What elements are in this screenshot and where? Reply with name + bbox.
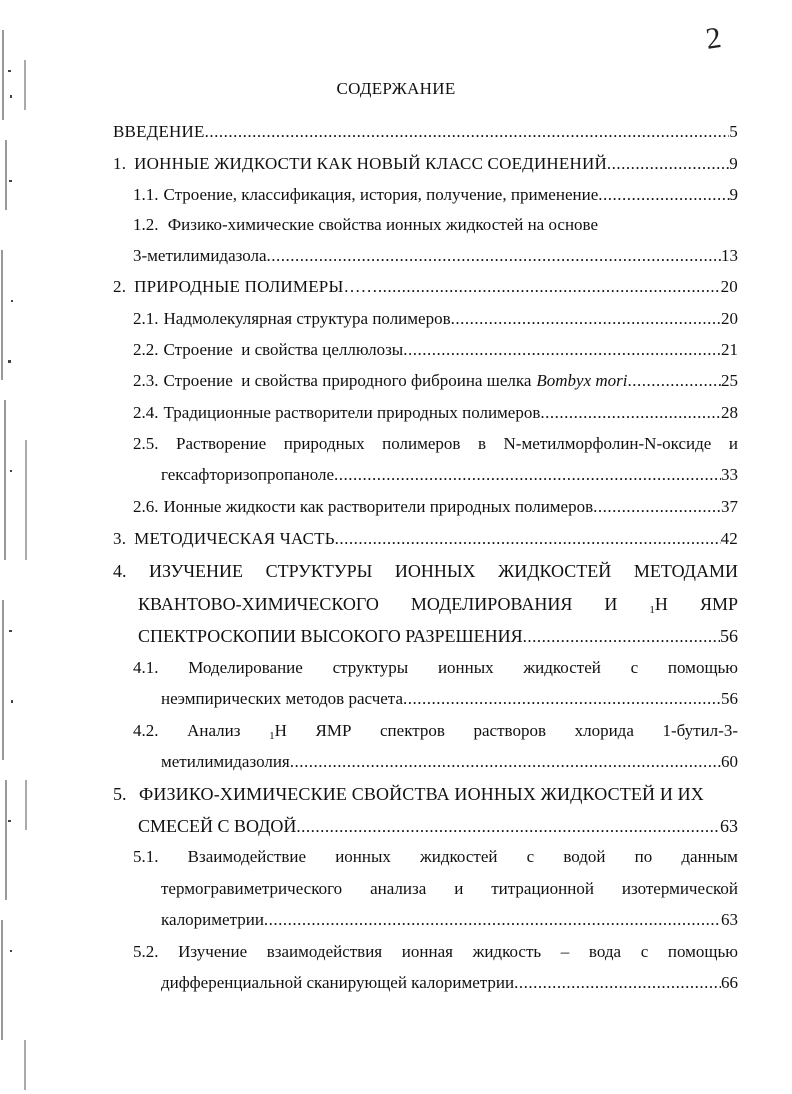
entry-page: 25	[721, 371, 738, 390]
entry-number: 2.4.	[133, 403, 159, 422]
entry-word: И	[604, 594, 618, 614]
entry-word: –	[560, 942, 570, 961]
toc-entry-4-line1[interactable]	[113, 561, 738, 581]
entry-word: вода	[588, 942, 622, 961]
entry-number: 2.6.	[133, 497, 159, 516]
entry-word: Анализ	[187, 721, 241, 740]
leader-dots	[335, 529, 721, 549]
entry-word: взаимодействия	[266, 942, 383, 961]
toc-entry-5-1-line2[interactable]	[161, 879, 738, 899]
entry-page: 21	[721, 340, 738, 359]
entry-word: жидкостей	[523, 658, 601, 677]
entry-number: 5.1.	[133, 847, 159, 866]
entry-word: МОДЕЛИРОВАНИЯ	[410, 594, 573, 614]
entry-word: с	[630, 658, 639, 677]
entry-number: 5.2.	[133, 942, 159, 961]
toc-entry-2[interactable]	[113, 277, 738, 297]
leader-dots	[593, 497, 721, 517]
entry-number: 2.2.	[133, 340, 159, 359]
entry-label-cont: гексафторизопропаноле	[161, 465, 335, 484]
entry-word: спектров	[380, 721, 445, 740]
entry-word: ЯМР	[699, 594, 738, 614]
entry-word: с	[526, 847, 535, 866]
nmr-h: Н	[274, 721, 287, 740]
entry-word: N-метилморфолин-N-оксиде	[503, 434, 712, 453]
toc-entry-5-line2[interactable]	[138, 816, 738, 837]
toc-entry-5-2-line1[interactable]	[133, 942, 738, 962]
leader-dots	[334, 465, 721, 485]
entry-label-cont: СПЕКТРОСКОПИИ ВЫСОКОГО РАЗРЕШЕНИЯ	[138, 626, 523, 646]
entry-label: Традиционные растворители природных полимеров	[163, 403, 541, 422]
entry-label: Ионные жидкости как растворители природных полимеров	[163, 497, 594, 516]
entry-label-cont: СМЕСЕЙ С ВОДОЙ	[138, 816, 297, 836]
entry-word: ионных	[335, 847, 391, 866]
leader-dots	[540, 403, 721, 423]
entry-word: СТРУКТУРЫ	[265, 561, 373, 581]
entry-word: ИОННЫХ	[394, 561, 476, 581]
nmr-h: Н	[654, 594, 668, 614]
entry-label-cont: дифференциальной сканирующей калориметрии	[161, 973, 515, 992]
entry-page: 63	[721, 910, 738, 929]
nmr-subscript: 1	[649, 604, 655, 616]
toc-entry-2-5-line1[interactable]	[133, 434, 738, 454]
entry-word: и	[728, 434, 738, 453]
entry-word: помощью	[667, 942, 738, 961]
toc-entry-2-3[interactable]	[133, 371, 738, 391]
entry-label: Строение и свойства целлюлозы	[163, 340, 404, 359]
entry-page: 28	[721, 403, 738, 422]
entry-page: 56	[721, 689, 738, 708]
entry-label-cont: калориметрии	[161, 910, 264, 929]
entry-word: анализа	[370, 879, 427, 898]
entry-number: 1.1.	[133, 185, 159, 204]
leader-dots	[607, 154, 729, 174]
entry-nmr	[269, 721, 287, 746]
entry-label: ИОННЫЕ ЖИДКОСТИ КАК НОВЫЙ КЛАСС СОЕДИНЕНИЙ	[134, 154, 607, 173]
leader-dots	[451, 309, 721, 329]
entry-page: 60	[721, 752, 738, 771]
toc-entry-1[interactable]	[113, 154, 738, 174]
entry-label: Надмолекулярная структура полимеров	[163, 309, 451, 328]
entry-label: Строение, классификация, история, получение, применение	[163, 185, 599, 204]
entry-label-italic: Bombyx mori	[536, 371, 628, 390]
entry-label: ФИЗИКО-ХИМИЧЕСКИЕ СВОЙСТВА ИОННЫХ ЖИДКОСТЕЙ И ИХ	[139, 784, 704, 804]
entry-word: изотермической	[621, 879, 738, 898]
leader-dots	[378, 277, 721, 297]
entry-page: 42	[720, 529, 738, 548]
entry-number: 2.5.	[133, 434, 159, 453]
leader-dots	[290, 752, 721, 772]
entry-word: данным	[681, 847, 738, 866]
entry-number: 2.1.	[133, 309, 159, 328]
toc-entry-4-line3[interactable]	[138, 626, 738, 647]
toc-entry-4-1-line2[interactable]	[161, 689, 738, 709]
leader-dots	[523, 627, 720, 647]
entry-word: в	[477, 434, 486, 453]
entry-word: с	[640, 942, 649, 961]
leader-dots	[205, 122, 730, 142]
entry-word: хлорида	[574, 721, 634, 740]
toc-entry-5-2-line2[interactable]	[161, 973, 738, 993]
entry-page: 9	[729, 185, 738, 204]
entry-number: 2.3.	[133, 371, 159, 390]
entry-label: Физико-химические свойства ионных жидкостей на основе	[167, 215, 599, 234]
entry-page: 13	[721, 246, 738, 265]
entry-number: 1.	[113, 154, 127, 173]
entry-word: полимеров	[382, 434, 461, 453]
entry-number: 4.2.	[133, 721, 159, 740]
entry-word: и	[454, 879, 464, 898]
entry-word: ИЗУЧЕНИЕ	[149, 561, 244, 581]
entry-label: Строение и свойства природного фиброина шелка	[163, 371, 532, 390]
toc-entry-1-1[interactable]	[133, 185, 738, 205]
entry-label: МЕТОДИЧЕСКАЯ ЧАСТЬ	[134, 529, 335, 548]
nmr-subscript: 1	[269, 730, 275, 742]
leader-dots	[267, 246, 721, 266]
entry-word: водой	[563, 847, 606, 866]
entry-word: по	[634, 847, 653, 866]
leader-dots	[296, 817, 720, 837]
entry-number: 3.	[113, 529, 127, 548]
toc-entry-2-6[interactable]	[133, 497, 738, 517]
leader-dots	[514, 973, 721, 993]
entry-word: Взаимодействие	[187, 847, 307, 866]
leader-dots	[598, 185, 729, 205]
toc-entry-4-1-line1[interactable]	[133, 658, 738, 678]
toc-entry-intro[interactable]	[113, 122, 738, 142]
entry-number: 5.	[113, 784, 127, 804]
entry-label-cont: 3-метилимидазола	[133, 246, 267, 265]
entry-label: ПРИРОДНЫЕ ПОЛИМЕРЫ……	[134, 277, 378, 296]
handwritten-page-number: 2	[703, 21, 722, 56]
leader-dots	[403, 689, 721, 709]
entry-word: помощью	[667, 658, 738, 677]
leader-dots	[628, 371, 721, 391]
leader-dots	[264, 910, 721, 930]
entry-page: 33	[721, 465, 738, 484]
entry-page: 37	[721, 497, 738, 516]
entry-word: Моделирование	[188, 658, 303, 677]
entry-page: 20	[720, 277, 738, 296]
toc-entry-1-2-line2[interactable]	[133, 246, 738, 266]
entry-page: 5	[729, 122, 738, 141]
entry-word: структуры	[332, 658, 409, 677]
entry-word: КВАНТОВО-ХИМИЧЕСКОГО	[138, 594, 379, 614]
entry-word: титрационной	[491, 879, 594, 898]
entry-word: Растворение	[176, 434, 267, 453]
entry-number: 1.2.	[133, 215, 159, 234]
entry-word: Изучение	[178, 942, 248, 961]
entry-label-cont: неэмпирических методов расчета	[161, 689, 403, 708]
toc-entry-2-4[interactable]	[133, 403, 738, 423]
entry-word: термогравиметрического	[161, 879, 343, 898]
toc-entry-2-1[interactable]	[133, 309, 738, 329]
entry-word: ионная	[401, 942, 453, 961]
toc-entry-4-2-line1[interactable]	[133, 721, 738, 746]
scan-edge-noise	[0, 0, 30, 1094]
leader-dots	[403, 340, 721, 360]
entry-label: ВВЕДЕНИЕ	[113, 122, 205, 141]
toc-entry-2-5-line2[interactable]	[161, 465, 738, 485]
toc-entry-2-2[interactable]	[133, 340, 738, 360]
toc-entry-4-2-line2[interactable]	[161, 752, 738, 772]
toc-title: СОДЕРЖАНИЕ	[336, 79, 456, 98]
toc-entry-5-1-line3[interactable]	[161, 910, 738, 930]
entry-word: ЯМР	[315, 721, 352, 740]
entry-number: 4.	[113, 561, 127, 581]
entry-page: 66	[721, 973, 738, 992]
entry-number: 2.	[113, 277, 127, 296]
entry-word: жидкость	[472, 942, 542, 961]
toc-entry-5-line1[interactable]	[113, 784, 738, 804]
entry-word: жидкостей	[420, 847, 498, 866]
entry-word: ионных	[437, 658, 494, 677]
entry-word: природных	[283, 434, 365, 453]
toc-entry-5-1-line1[interactable]	[133, 847, 738, 867]
entry-word: МЕТОДАМИ	[633, 561, 738, 581]
entry-number: 4.1.	[133, 658, 159, 677]
entry-word: ЖИДКОСТЕЙ	[498, 561, 612, 581]
toc-entry-3[interactable]	[113, 529, 738, 549]
entry-nmr	[649, 594, 668, 620]
entry-page: 20	[721, 309, 738, 328]
toc-entry-4-line2[interactable]	[138, 594, 738, 620]
entry-page: 63	[720, 816, 738, 836]
entry-label-cont: метилимидазолия	[161, 752, 290, 771]
toc-entry-1-2-line1[interactable]	[133, 215, 598, 235]
entry-word: растворов	[473, 721, 546, 740]
entry-page: 56	[720, 626, 738, 646]
entry-word: 1-бутил-3-	[662, 721, 738, 740]
entry-page: 9	[729, 154, 738, 173]
